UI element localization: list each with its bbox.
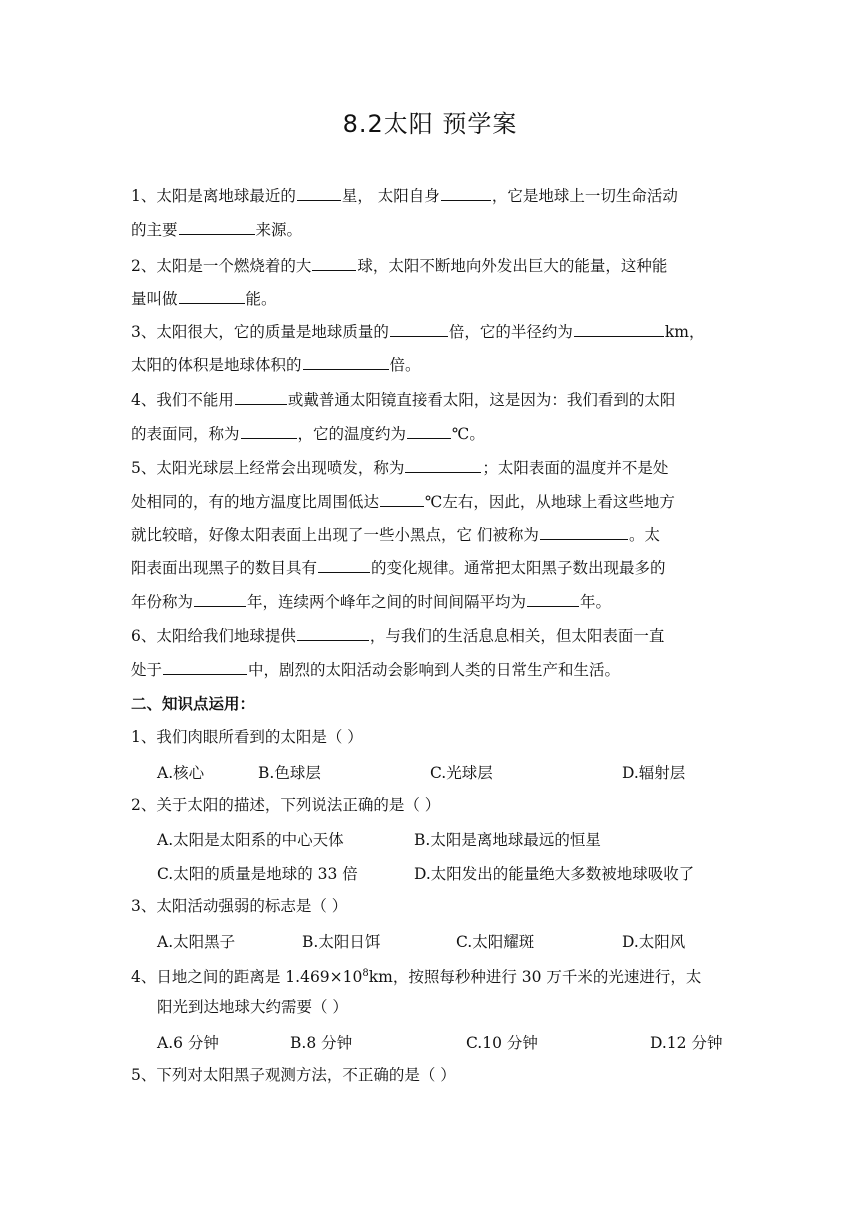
text: 。太 (628, 526, 660, 544)
mc-4-option-c[interactable]: C.10 分钟 (466, 1034, 538, 1052)
text: 或戴普通太阳镜直接看太阳，这是因为：我们看到的太阳 (287, 391, 676, 409)
text: 1、太阳是离地球最近的 (131, 187, 296, 205)
mc-2-option-b[interactable]: B.太阳是离地球最远的恒星 (414, 831, 601, 849)
mc-1-option-c[interactable]: C.光球层 (430, 764, 493, 782)
fill-question-1-line-1 (131, 186, 678, 206)
text: 倍。 (389, 356, 421, 374)
text: 就比较暗，好像太阳表面上出现了一些小黑点，它 们被称为 (131, 526, 539, 544)
text: 6、太阳给我们地球提供 (131, 627, 296, 645)
fill-question-2-line-1 (131, 256, 667, 276)
exponent: 8 (362, 968, 369, 979)
text: km， (664, 323, 705, 341)
text: ℃。 (452, 425, 485, 443)
text: 来源。 (255, 221, 303, 239)
answer-blank[interactable] (241, 424, 297, 439)
fill-question-4-line-1 (131, 390, 675, 410)
mc-4-option-a[interactable]: A.6 分钟 (157, 1034, 219, 1052)
text: 年。 (580, 593, 612, 611)
fill-question-4-line-2 (131, 424, 485, 444)
mc-2-option-a[interactable]: A.太阳是太阳系的中心天体 (157, 831, 344, 849)
answer-blank[interactable] (312, 256, 356, 271)
mc-3-option-c[interactable]: C.太阳耀斑 (456, 933, 535, 951)
answer-blank[interactable] (297, 626, 369, 641)
mc-2-option-d[interactable]: D.太阳发出的能量绝大多数被地球吸收了 (414, 865, 695, 883)
text: 的变化规律。通常把太阳黑子数出现最多的 (371, 559, 666, 577)
text: 太阳的体积是地球体积的 (131, 356, 302, 374)
fill-question-5-line-1 (131, 458, 668, 478)
text: ；太阳表面的温度并不是处 (482, 459, 669, 477)
answer-blank[interactable] (380, 492, 424, 507)
text: 的表面同，称为 (131, 425, 240, 443)
text: 中，剧烈的太阳活动会影响到人类的日常生产和生活。 (248, 661, 621, 679)
mc-3-option-a[interactable]: A.太阳黑子 (157, 933, 236, 951)
text: km，按照每秒种进行 30 万千米的光速进行，太 (368, 968, 702, 987)
mc-4-option-d[interactable]: D.12 分钟 (650, 1034, 723, 1052)
text: 5、太阳光球层上经常会出现喷发，称为 (131, 459, 405, 477)
text: 3、太阳很大，它的质量是地球质量的 (131, 323, 389, 341)
fill-question-2-line-2 (131, 289, 277, 309)
mc-question-1-stem: 1、我们肉眼所看到的太阳是（ ） (131, 728, 363, 746)
mc-1-option-a[interactable]: A.核心 (157, 764, 205, 782)
text: 阳表面出现黑子的数目具有 (131, 559, 318, 577)
answer-blank[interactable] (405, 458, 481, 473)
answer-blank[interactable] (527, 592, 579, 607)
text: ，与我们的生活息息相关，但太阳表面一直 (369, 627, 665, 645)
fill-question-3-line-2 (131, 355, 421, 375)
mc-question-4-stem-line-1 (131, 964, 701, 987)
fill-question-5-line-5 (131, 592, 611, 612)
mc-4-option-b[interactable]: B.8 分钟 (290, 1034, 353, 1052)
text: 量叫做 (131, 290, 178, 308)
text: 能。 (245, 290, 277, 308)
fill-question-5-line-2 (131, 492, 675, 512)
answer-blank[interactable] (179, 289, 245, 304)
mc-2-option-c[interactable]: C.太阳的质量是地球的 33 倍 (157, 865, 358, 883)
fill-question-1-line-2 (131, 220, 302, 240)
answer-blank[interactable] (194, 592, 246, 607)
text: ，它是地球上一切生命活动 (491, 187, 678, 205)
fill-question-3-line-1 (131, 322, 704, 342)
mc-3-option-b[interactable]: B.太阳日饵 (302, 933, 381, 951)
mc-1-option-d[interactable]: D.辐射层 (622, 764, 686, 782)
answer-blank[interactable] (163, 660, 247, 675)
answer-blank[interactable] (235, 390, 287, 405)
answer-blank[interactable] (407, 424, 451, 439)
answer-blank[interactable] (179, 220, 255, 235)
answer-blank[interactable] (303, 355, 389, 370)
mc-question-2-stem: 2、关于太阳的描述，下列说法正确的是（ ） (131, 796, 441, 814)
text: 年，连续两个峰年之间的时间间隔平均为 (247, 593, 527, 611)
mc-question-3-stem: 3、太阳活动强弱的标志是（ ） (131, 897, 348, 915)
fill-question-6-line-2 (131, 660, 620, 680)
text: ，它的温度约为 (297, 425, 407, 443)
mc-question-4-stem-line-2: 阳光到达地球大约需要（ ） (157, 998, 348, 1016)
text: 处相同的，有的地方温度比周围低达 (131, 493, 380, 511)
fill-question-5-line-3 (131, 525, 660, 545)
page-title: 8.2太阳 预学案 (342, 110, 518, 138)
text: 的主要 (131, 221, 178, 239)
text: 球，太阳不断地向外发出巨大的能量，这种能 (357, 257, 668, 275)
text: 倍，它的半径约为 (448, 323, 573, 341)
answer-blank[interactable] (318, 558, 370, 573)
answer-blank[interactable] (390, 322, 448, 337)
answer-blank[interactable] (441, 186, 491, 201)
text: 4、我们不能用 (131, 391, 234, 409)
text: ℃左右，因此，从地球上看这些地方 (425, 493, 675, 511)
fill-question-6-line-1 (131, 626, 664, 646)
section-heading: 二、知识点运用： (131, 695, 256, 713)
answer-blank[interactable] (297, 186, 341, 201)
text: 星， 太阳自身 (341, 187, 440, 205)
text: 处于 (131, 661, 163, 679)
mc-3-option-d[interactable]: D.太阳风 (622, 933, 686, 951)
text: 4、日地之间的距离是 1.469×10 (131, 968, 363, 987)
answer-blank[interactable] (574, 322, 664, 337)
text: 2、太阳是一个燃烧着的大 (131, 257, 312, 275)
fill-question-5-line-4 (131, 558, 666, 578)
mc-1-option-b[interactable]: B.色球层 (258, 764, 321, 782)
text: 年份称为 (131, 593, 194, 611)
answer-blank[interactable] (540, 525, 628, 540)
mc-question-5-stem: 5、下列对太阳黑子观测方法，不正确的是（ ） (131, 1066, 456, 1084)
